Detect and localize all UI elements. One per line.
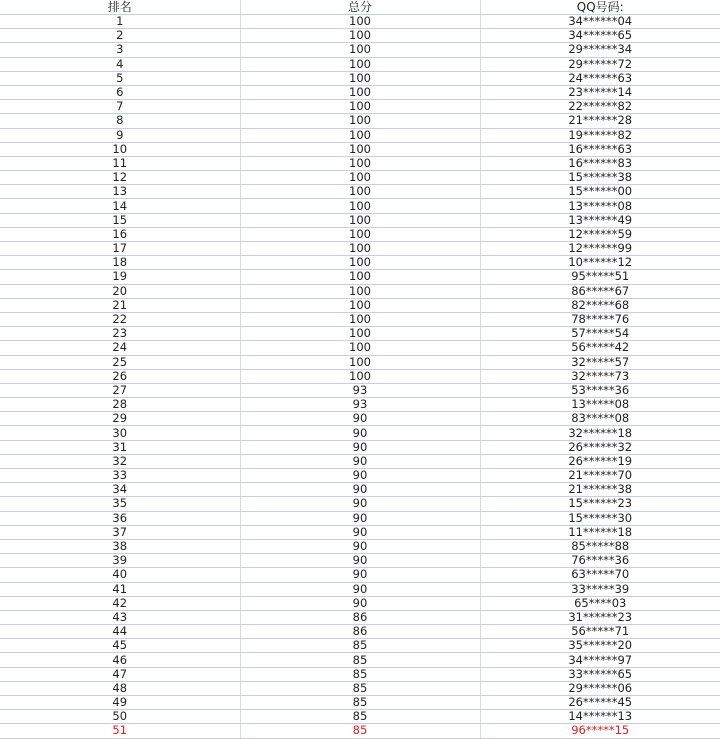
cell-score[interactable]: 90	[240, 525, 480, 539]
cell-score[interactable]: 100	[240, 270, 480, 284]
table-row	[0, 469, 720, 483]
cell-qq[interactable]: 56*****42	[480, 341, 720, 355]
cell-qq[interactable]: 78*****76	[480, 312, 720, 326]
cell-rank[interactable]: 5	[0, 71, 240, 85]
cell-rank[interactable]: 14	[0, 199, 240, 213]
table-row	[0, 667, 720, 681]
cell-score[interactable]: 100	[240, 15, 480, 29]
cell-qq[interactable]: 21******38	[480, 483, 720, 497]
table-body	[0, 15, 720, 739]
cell-qq[interactable]: 29******72	[480, 57, 720, 71]
cell-score[interactable]: 100	[240, 142, 480, 156]
table-row	[0, 625, 720, 639]
cell-rank[interactable]: 33	[0, 469, 240, 483]
cell-qq[interactable]: 85*****88	[480, 539, 720, 553]
table-row	[0, 610, 720, 624]
cell-rank[interactable]: 51	[0, 724, 240, 738]
cell-score[interactable]: 100	[240, 114, 480, 128]
cell-rank[interactable]: 39	[0, 554, 240, 568]
cell-score[interactable]: 90	[240, 440, 480, 454]
table-row	[0, 100, 720, 114]
cell-rank[interactable]: 13	[0, 185, 240, 199]
cell-score[interactable]: 93	[240, 383, 480, 397]
cell-rank[interactable]: 17	[0, 242, 240, 256]
table-row	[0, 582, 720, 596]
cell-qq[interactable]: 12******99	[480, 242, 720, 256]
cell-score[interactable]: 85	[240, 724, 480, 738]
cell-qq[interactable]: 32******18	[480, 426, 720, 440]
cell-qq[interactable]: 19******82	[480, 128, 720, 142]
table-row	[0, 242, 720, 256]
cell-qq[interactable]: 82*****68	[480, 298, 720, 312]
cell-rank[interactable]: 8	[0, 114, 240, 128]
cell-score[interactable]: 90	[240, 469, 480, 483]
table-row	[0, 412, 720, 426]
table-row	[0, 312, 720, 326]
cell-score[interactable]: 100	[240, 71, 480, 85]
cell-rank[interactable]: 47	[0, 667, 240, 681]
cell-score[interactable]: 100	[240, 256, 480, 270]
cell-rank[interactable]: 28	[0, 398, 240, 412]
table-row	[0, 29, 720, 43]
cell-rank[interactable]: 32	[0, 454, 240, 468]
table-row	[0, 596, 720, 610]
cell-qq[interactable]: 83*****08	[480, 412, 720, 426]
cell-rank[interactable]: 11	[0, 156, 240, 170]
cell-rank[interactable]: 29	[0, 412, 240, 426]
table-row	[0, 284, 720, 298]
cell-rank[interactable]: 12	[0, 171, 240, 185]
cell-score[interactable]: 100	[240, 43, 480, 57]
table-row	[0, 454, 720, 468]
cell-rank[interactable]: 42	[0, 596, 240, 610]
cell-rank[interactable]: 38	[0, 539, 240, 553]
cell-qq[interactable]: 32*****57	[480, 355, 720, 369]
cell-score[interactable]: 85	[240, 653, 480, 667]
cell-score[interactable]: 100	[240, 171, 480, 185]
cell-rank[interactable]: 10	[0, 142, 240, 156]
cell-qq[interactable]: 24******63	[480, 71, 720, 85]
table-row	[0, 724, 720, 738]
table-row	[0, 270, 720, 284]
cell-rank[interactable]: 4	[0, 57, 240, 71]
cell-qq[interactable]: 31******23	[480, 610, 720, 624]
cell-score[interactable]: 90	[240, 412, 480, 426]
cell-qq[interactable]: 29******34	[480, 43, 720, 57]
cell-qq[interactable]: 22******82	[480, 100, 720, 114]
table-row	[0, 653, 720, 667]
table-row	[0, 383, 720, 397]
header-row	[0, 0, 720, 15]
cell-score[interactable]: 100	[240, 312, 480, 326]
cell-score[interactable]: 100	[240, 327, 480, 341]
cell-qq[interactable]: 34******97	[480, 653, 720, 667]
cell-score[interactable]: 100	[240, 185, 480, 199]
cell-rank[interactable]: 21	[0, 298, 240, 312]
cell-rank[interactable]: 43	[0, 610, 240, 624]
table-row	[0, 128, 720, 142]
cell-qq[interactable]: 34******65	[480, 29, 720, 43]
cell-score[interactable]: 100	[240, 298, 480, 312]
cell-qq[interactable]: 11******18	[480, 525, 720, 539]
cell-rank[interactable]: 45	[0, 639, 240, 653]
table-row	[0, 85, 720, 99]
table-row	[0, 256, 720, 270]
table-row	[0, 696, 720, 710]
cell-qq[interactable]: 15******30	[480, 511, 720, 525]
cell-qq[interactable]: 26******32	[480, 440, 720, 454]
cell-qq[interactable]: 65****03	[480, 596, 720, 610]
cell-score[interactable]: 90	[240, 483, 480, 497]
table-row	[0, 171, 720, 185]
cell-score[interactable]: 86	[240, 625, 480, 639]
table-row	[0, 639, 720, 653]
cell-score[interactable]: 93	[240, 398, 480, 412]
table-row	[0, 185, 720, 199]
cell-qq[interactable]: 10******12	[480, 256, 720, 270]
cell-rank[interactable]: 2	[0, 29, 240, 43]
table-row	[0, 227, 720, 241]
cell-rank[interactable]: 25	[0, 355, 240, 369]
cell-qq[interactable]: 13******49	[480, 213, 720, 227]
cell-qq[interactable]: 12******59	[480, 227, 720, 241]
cell-rank[interactable]: 3	[0, 43, 240, 57]
cell-score[interactable]: 86	[240, 610, 480, 624]
cell-qq[interactable]: 13*****08	[480, 398, 720, 412]
cell-score[interactable]: 100	[240, 156, 480, 170]
cell-score[interactable]: 90	[240, 454, 480, 468]
table-row	[0, 398, 720, 412]
cell-rank[interactable]: 31	[0, 440, 240, 454]
cell-qq[interactable]: 21******70	[480, 469, 720, 483]
cell-rank[interactable]: 9	[0, 128, 240, 142]
table-row	[0, 568, 720, 582]
cell-qq[interactable]: 16******63	[480, 142, 720, 156]
cell-rank[interactable]: 35	[0, 497, 240, 511]
cell-rank[interactable]: 30	[0, 426, 240, 440]
table-row	[0, 497, 720, 511]
table-row	[0, 355, 720, 369]
table-row	[0, 114, 720, 128]
cell-rank[interactable]: 34	[0, 483, 240, 497]
cell-qq[interactable]: 14******13	[480, 710, 720, 724]
cell-qq[interactable]: 57*****54	[480, 327, 720, 341]
table-row	[0, 199, 720, 213]
cell-score[interactable]: 100	[240, 57, 480, 71]
cell-qq[interactable]: 15******23	[480, 497, 720, 511]
cell-score[interactable]: 100	[240, 128, 480, 142]
cell-score[interactable]: 85	[240, 639, 480, 653]
cell-rank[interactable]: 24	[0, 341, 240, 355]
cell-rank[interactable]: 27	[0, 383, 240, 397]
cell-score[interactable]: 100	[240, 242, 480, 256]
table-row	[0, 341, 720, 355]
cell-rank[interactable]: 15	[0, 213, 240, 227]
table-row	[0, 440, 720, 454]
cell-qq[interactable]: 33*****39	[480, 582, 720, 596]
table-row	[0, 525, 720, 539]
cell-rank[interactable]: 41	[0, 582, 240, 596]
cell-rank[interactable]: 48	[0, 681, 240, 695]
cell-score[interactable]: 90	[240, 568, 480, 582]
cell-qq[interactable]: 33******65	[480, 667, 720, 681]
cell-rank[interactable]: 16	[0, 227, 240, 241]
cell-rank[interactable]: 36	[0, 511, 240, 525]
table-row	[0, 15, 720, 29]
cell-score[interactable]: 90	[240, 497, 480, 511]
table-row	[0, 483, 720, 497]
cell-score[interactable]: 100	[240, 100, 480, 114]
cell-score[interactable]: 100	[240, 199, 480, 213]
cell-score[interactable]: 100	[240, 227, 480, 241]
cell-qq[interactable]: 35******20	[480, 639, 720, 653]
cell-qq[interactable]: 29******06	[480, 681, 720, 695]
cell-score[interactable]: 90	[240, 511, 480, 525]
cell-rank[interactable]: 7	[0, 100, 240, 114]
cell-qq[interactable]: 53*****36	[480, 383, 720, 397]
table-row	[0, 681, 720, 695]
table-row	[0, 213, 720, 227]
cell-qq[interactable]: 15******00	[480, 185, 720, 199]
table-row	[0, 539, 720, 553]
cell-score[interactable]: 90	[240, 426, 480, 440]
cell-qq[interactable]: 13******08	[480, 199, 720, 213]
cell-score[interactable]: 100	[240, 355, 480, 369]
cell-rank[interactable]: 40	[0, 568, 240, 582]
cell-rank[interactable]: 18	[0, 256, 240, 270]
table-row	[0, 57, 720, 71]
table-row	[0, 298, 720, 312]
cell-score[interactable]: 100	[240, 369, 480, 383]
cell-score[interactable]: 100	[240, 341, 480, 355]
cell-score[interactable]: 100	[240, 29, 480, 43]
cell-rank[interactable]: 37	[0, 525, 240, 539]
cell-rank[interactable]: 23	[0, 327, 240, 341]
cell-score[interactable]: 100	[240, 284, 480, 298]
header-rank[interactable]: 排名	[0, 0, 240, 15]
cell-qq[interactable]: 21******28	[480, 114, 720, 128]
cell-score[interactable]: 90	[240, 596, 480, 610]
table-row	[0, 426, 720, 440]
cell-rank[interactable]: 6	[0, 85, 240, 99]
header-qq[interactable]: QQ号码:	[480, 0, 720, 15]
cell-qq[interactable]: 56*****71	[480, 625, 720, 639]
cell-rank[interactable]: 19	[0, 270, 240, 284]
cell-qq[interactable]: 95*****51	[480, 270, 720, 284]
cell-qq[interactable]: 26******45	[480, 696, 720, 710]
cell-score[interactable]: 90	[240, 554, 480, 568]
table-row	[0, 156, 720, 170]
table-row	[0, 327, 720, 341]
cell-qq[interactable]: 96*****15	[480, 724, 720, 738]
header-score[interactable]: 总分	[240, 0, 480, 15]
cell-score[interactable]: 100	[240, 85, 480, 99]
cell-qq[interactable]: 34******04	[480, 15, 720, 29]
cell-rank[interactable]: 50	[0, 710, 240, 724]
cell-qq[interactable]: 32*****73	[480, 369, 720, 383]
cell-score[interactable]: 85	[240, 681, 480, 695]
cell-qq[interactable]: 23******14	[480, 85, 720, 99]
cell-qq[interactable]: 63*****70	[480, 568, 720, 582]
cell-rank[interactable]: 49	[0, 696, 240, 710]
cell-qq[interactable]: 86*****67	[480, 284, 720, 298]
cell-score[interactable]: 90	[240, 539, 480, 553]
table-row	[0, 554, 720, 568]
table-row	[0, 511, 720, 525]
table-row	[0, 71, 720, 85]
cell-score[interactable]: 90	[240, 582, 480, 596]
cell-qq[interactable]: 16******83	[480, 156, 720, 170]
cell-qq[interactable]: 26******19	[480, 454, 720, 468]
cell-rank[interactable]: 1	[0, 15, 240, 29]
cell-score[interactable]: 85	[240, 710, 480, 724]
table-row	[0, 369, 720, 383]
cell-qq[interactable]: 15******38	[480, 171, 720, 185]
table-row	[0, 710, 720, 724]
table-row	[0, 142, 720, 156]
cell-score[interactable]: 85	[240, 696, 480, 710]
cell-rank[interactable]: 26	[0, 369, 240, 383]
cell-score[interactable]: 100	[240, 213, 480, 227]
cell-rank[interactable]: 22	[0, 312, 240, 326]
cell-rank[interactable]: 44	[0, 625, 240, 639]
cell-rank[interactable]: 46	[0, 653, 240, 667]
cell-qq[interactable]: 76*****36	[480, 554, 720, 568]
cell-score[interactable]: 85	[240, 667, 480, 681]
table-row	[0, 43, 720, 57]
cell-rank[interactable]: 20	[0, 284, 240, 298]
